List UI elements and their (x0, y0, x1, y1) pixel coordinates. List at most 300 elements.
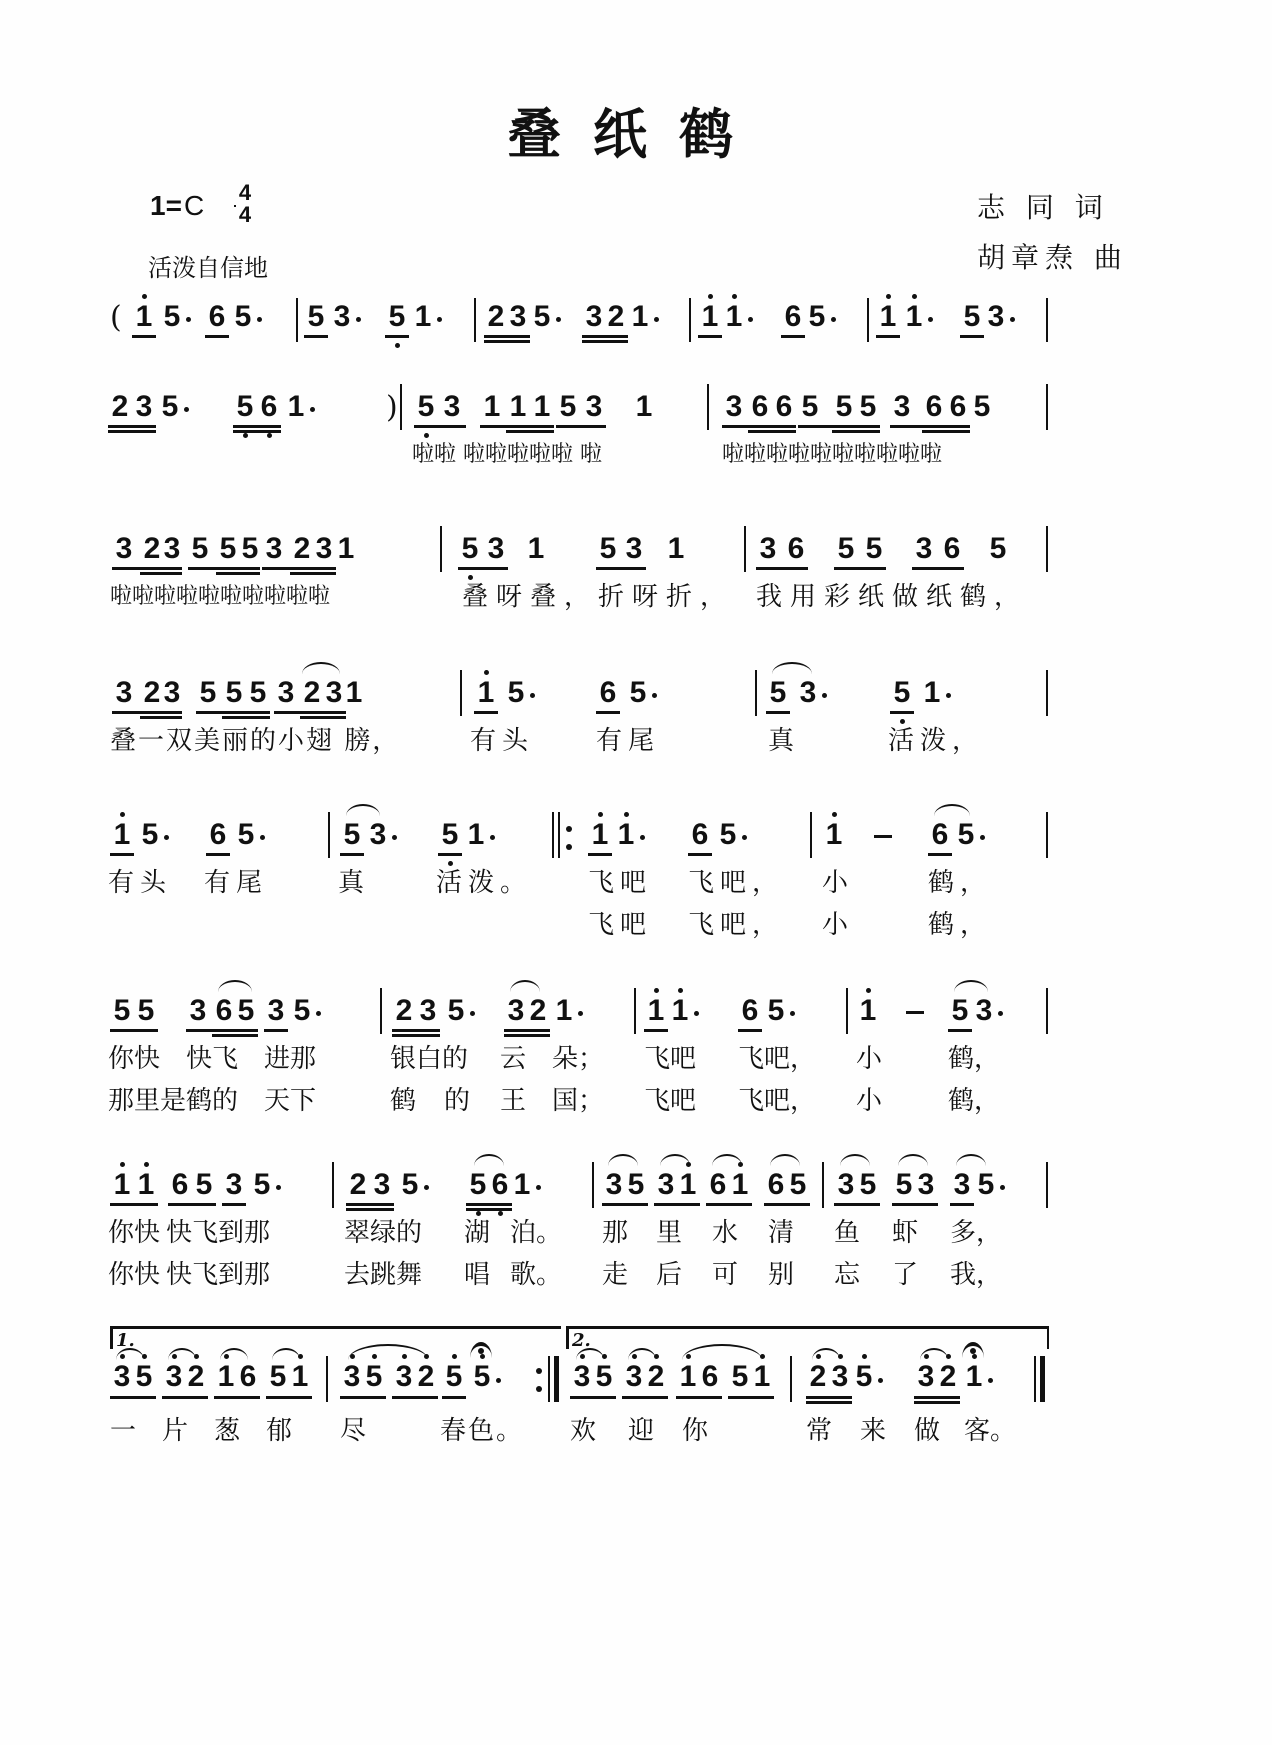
note: 6 (239, 1360, 257, 1393)
lyric-verse-2: 那里是鹤的 (108, 1086, 239, 1116)
note: 5 (385, 300, 409, 334)
note: 1 (287, 390, 305, 423)
barline (380, 988, 382, 1034)
aug-dot (831, 317, 836, 322)
slur (956, 1154, 986, 1166)
note: 5 (132, 1360, 156, 1394)
lyric-verse-1: 云 (500, 1044, 527, 1074)
note: 3 (917, 1168, 935, 1201)
underline (706, 1203, 752, 1206)
note: 3 (487, 532, 505, 565)
underline (168, 1203, 216, 1206)
aug-dot (437, 317, 442, 322)
underline (504, 1034, 550, 1037)
note: 1 (134, 1168, 158, 1202)
barline (1046, 526, 1048, 572)
lyric: 春色。 (440, 1416, 525, 1446)
underline (110, 1029, 158, 1032)
lyric: 葱 (214, 1416, 241, 1446)
barline (1046, 298, 1048, 342)
aug-dot (392, 835, 397, 840)
note: 5 (137, 994, 155, 1027)
note: 5 (362, 1360, 386, 1394)
note: 5 (466, 1168, 490, 1202)
underline (233, 425, 281, 428)
underline (222, 1203, 246, 1206)
note: 1 (750, 1360, 774, 1394)
note: 5 (865, 532, 883, 565)
key-letter: C (183, 190, 205, 221)
note: 1 (614, 818, 638, 852)
aug-dot (276, 1185, 281, 1190)
barline (810, 812, 812, 858)
lyric-line: 叠呀叠，折呀折， (462, 582, 735, 612)
note: 5 (890, 676, 914, 710)
note: 5 (195, 1168, 213, 1201)
underline (212, 1034, 258, 1037)
lyric-verse-2: 歌。 (510, 1260, 563, 1290)
note: 5 (559, 390, 577, 423)
note: 3 (570, 1360, 594, 1394)
note: 6 (709, 1168, 727, 1201)
aug-dot (184, 407, 189, 412)
note: 5 (307, 300, 325, 333)
time-signature (234, 182, 256, 226)
underline (806, 1396, 852, 1399)
underline (266, 1396, 312, 1399)
lyric-verse-1: 湖 (464, 1218, 491, 1248)
note: 6 (767, 1168, 785, 1201)
lyric-verse-1: 泊。 (510, 1218, 563, 1248)
note: 5 (769, 676, 787, 709)
note: 5 (895, 1168, 913, 1201)
underline (950, 1203, 974, 1206)
underline (110, 1396, 156, 1399)
note: 6 (171, 1168, 189, 1201)
repeat-end-barline (554, 1356, 559, 1402)
note: 5 (859, 390, 877, 423)
note: 3 (265, 532, 283, 565)
underline (698, 335, 722, 338)
underline (728, 1396, 774, 1399)
note: 2 (607, 300, 625, 333)
barline (1046, 670, 1048, 716)
note: 3 (392, 1360, 416, 1394)
barline (755, 670, 757, 716)
underline (132, 335, 156, 338)
underline (570, 1396, 616, 1399)
lyric-verse-2: 飞吧 (588, 910, 653, 940)
note: 1 (962, 1360, 986, 1394)
lyric-verse-1: 你快 (108, 1218, 161, 1248)
underline (304, 335, 328, 338)
slur (840, 1154, 870, 1166)
note: 6 (257, 390, 281, 424)
underline (442, 1396, 466, 1399)
note: 1 (110, 818, 134, 852)
underline (458, 567, 508, 570)
lyric-verse-1: 鱼 (834, 1218, 861, 1248)
lyric-verse-2: 鹤， (948, 1086, 1001, 1116)
note: 3 (115, 532, 133, 565)
note: 2 (529, 994, 547, 1027)
note: 3 (725, 390, 743, 423)
note: 5 (438, 818, 462, 852)
barline (460, 670, 462, 716)
note: 1 (676, 1360, 700, 1394)
lyric-line: 我用彩纸做纸鹤， (756, 582, 1029, 612)
barline (326, 1356, 328, 1402)
note: 1 (288, 1360, 312, 1394)
barline (707, 384, 709, 430)
open-paren: ( (110, 300, 122, 335)
lyric-line: 叠一双美丽的小翅 膀， (110, 726, 401, 756)
note: 1 (345, 676, 363, 709)
note: 5 (233, 390, 257, 424)
note: 1 (631, 300, 649, 333)
repeat-start-barline (558, 812, 560, 858)
lyric-verse-2: 可 (712, 1260, 739, 1290)
note: 1 (555, 994, 573, 1027)
lyric-line: 啦啦啦啦啦啦啦啦啦啦 (110, 584, 331, 609)
note: 2 (143, 532, 161, 565)
underline (205, 335, 229, 338)
note: 5 (249, 676, 267, 709)
underline (112, 711, 182, 714)
underline (582, 340, 628, 343)
underline (110, 853, 134, 856)
slur (474, 1154, 504, 1166)
aug-dot (748, 317, 753, 322)
lyric-verse-2: 飞吧， (688, 910, 785, 940)
note: 5 (199, 676, 217, 709)
note: 1 (876, 300, 900, 334)
aug-dot (878, 1378, 883, 1383)
volta-bracket-1 (110, 1326, 561, 1349)
aug-dot (310, 407, 315, 412)
lyric-line: 真 (768, 726, 795, 756)
note: 3 (189, 994, 207, 1027)
repeat-dots (536, 1368, 542, 1392)
underline (781, 335, 805, 338)
note: 5 (789, 1168, 807, 1201)
lyric-verse-1: 鹤， (948, 1044, 1001, 1074)
lyric: 来 (860, 1416, 887, 1446)
aug-dot (822, 693, 827, 698)
lyric-verse-1: 银白的 (390, 1044, 469, 1074)
note: 5 (113, 994, 131, 1027)
note: 3 (163, 676, 181, 709)
lyric-verse-1: 快飞到那 (166, 1218, 271, 1248)
note: 5 (293, 994, 311, 1027)
underline (438, 853, 462, 856)
key-signature (150, 190, 204, 222)
note: 2 (414, 1360, 438, 1394)
note: 5 (767, 994, 785, 1027)
note: 5 (719, 818, 737, 851)
aug-dot (980, 835, 985, 840)
lyric-verse-2: 后 (656, 1260, 683, 1290)
underline (596, 711, 620, 714)
note: 3 (333, 300, 351, 333)
underline (484, 340, 530, 343)
note: 2 (349, 1168, 367, 1201)
underline (556, 425, 606, 428)
underline (798, 425, 880, 428)
note: 3 (605, 1168, 623, 1201)
note: 3 (828, 1360, 852, 1394)
aug-dot (640, 835, 645, 840)
slur (770, 1154, 800, 1166)
lyric: 尽 (340, 1416, 367, 1446)
underline (392, 1029, 440, 1032)
time-divider (234, 205, 236, 207)
note: 5 (141, 818, 159, 851)
note: 5 (219, 532, 237, 565)
note: 5 (852, 1360, 876, 1394)
note: 3 (369, 818, 387, 851)
underline (876, 335, 900, 338)
note: 3 (419, 994, 437, 1027)
lyric-line: 活泼， (888, 726, 985, 756)
lyric-verse-2: 飞吧， (738, 1086, 817, 1116)
aug-dot (694, 1011, 699, 1016)
note: 1 (483, 390, 501, 423)
note: 5 (977, 1168, 995, 1201)
final-barline (1034, 1356, 1036, 1402)
lyric-verse-2: 小 (856, 1086, 883, 1116)
lyric-verse-1: 快飞 (186, 1044, 239, 1074)
underline (766, 711, 790, 714)
underline (602, 1203, 648, 1206)
close-paren: ) (386, 390, 398, 425)
underline (912, 567, 964, 570)
lyric-verse-1: 里 (656, 1218, 683, 1248)
underline (346, 1208, 394, 1211)
note: 1 (474, 676, 498, 710)
lyric-line: 活泼。 (436, 868, 533, 898)
aug-dot (260, 835, 265, 840)
lyric: 做 (914, 1416, 941, 1446)
note: 3 (585, 390, 603, 423)
lyric-verse-1: 小 (856, 1044, 883, 1074)
aug-dot (356, 317, 361, 322)
aug-dot (470, 1011, 475, 1016)
aug-dot (1000, 1185, 1005, 1190)
aug-dot (556, 317, 561, 322)
note: 6 (208, 300, 226, 333)
note: 3 (837, 1168, 855, 1201)
underline (346, 1203, 394, 1206)
underline (890, 711, 914, 714)
lyric-verse-1: 多， (950, 1218, 1003, 1248)
note: 1 (527, 532, 545, 565)
note: 3 (325, 676, 343, 709)
lyric-verse-2: 鹤 (390, 1086, 417, 1116)
note: 5 (629, 676, 647, 709)
note: 3 (163, 532, 181, 565)
lyric-line: 啦啦 啦啦啦啦啦 啦 (412, 442, 602, 467)
note: 5 (835, 390, 853, 423)
aug-dot (490, 835, 495, 840)
note: 5 (414, 390, 438, 424)
note: 3 (135, 390, 153, 423)
note: 5 (161, 390, 179, 423)
barline (822, 1162, 824, 1208)
underline (892, 1203, 938, 1206)
note: 5 (989, 532, 1007, 565)
note: 3 (975, 994, 993, 1027)
slur (772, 662, 812, 674)
underline (834, 567, 886, 570)
note: 1 (902, 300, 926, 334)
note: 1 (635, 390, 653, 423)
underline (722, 425, 796, 428)
underline (392, 1034, 440, 1037)
underline (484, 335, 530, 338)
note: 6 (741, 994, 759, 1027)
lyric-verse-1: 进那 (264, 1044, 317, 1074)
note: 6 (209, 818, 227, 851)
underline (738, 1029, 762, 1032)
lyric-verse-1: 飞吧 (588, 868, 653, 898)
note: 2 (644, 1360, 668, 1394)
note: 6 (599, 676, 617, 709)
aug-dot (257, 317, 262, 322)
note: 3 (443, 390, 461, 423)
key-prefix: 1= (150, 190, 182, 221)
aug-dot (742, 835, 747, 840)
aug-dot (928, 317, 933, 322)
note: 3 (507, 994, 525, 1027)
underline (385, 335, 409, 338)
note: 5 (470, 1360, 494, 1394)
note: 5 (627, 1168, 645, 1201)
lyric: 一 (110, 1416, 137, 1446)
lyric-line: 有头 (470, 726, 535, 756)
lyric-line: 有尾 (596, 726, 661, 756)
lyric-verse-2: 你快 (108, 1260, 161, 1290)
underline (188, 567, 260, 570)
aug-dot (164, 835, 169, 840)
lyric: 客。 (964, 1416, 1017, 1446)
lyric-verse-2: 小 (822, 910, 849, 940)
note: 5 (963, 300, 981, 333)
underline (196, 711, 270, 714)
note: 1 (722, 300, 746, 334)
lyric-verse-2: 忘 (834, 1260, 861, 1290)
underline (233, 430, 281, 433)
note: 1 (337, 532, 355, 565)
underline (214, 1396, 260, 1399)
note: 3 (625, 532, 643, 565)
lyricist-credit: 志 同 词 (977, 191, 1109, 224)
underline (140, 572, 182, 575)
aug-dot (998, 1011, 1003, 1016)
lyric: 郁 (266, 1416, 293, 1446)
aug-dot (654, 317, 659, 322)
lyric-verse-1: 清 (768, 1218, 795, 1248)
note: 1 (698, 300, 722, 334)
aug-dot (790, 1011, 795, 1016)
lyric-verse-1: 飞吧， (738, 1044, 817, 1074)
note: 3 (915, 532, 933, 565)
lyric-verse-2: 唱 (464, 1260, 491, 1290)
lyric: 你 (682, 1416, 709, 1446)
underline (890, 425, 970, 428)
barline (867, 298, 869, 342)
note: 5 (458, 532, 482, 566)
barline (1046, 384, 1048, 430)
underline (756, 567, 808, 570)
barline (332, 1162, 334, 1208)
lyric-verse-1: 飞吧， (688, 868, 785, 898)
aug-dot (316, 1011, 321, 1016)
barline (1046, 988, 1048, 1034)
note: 2 (303, 676, 321, 709)
note: 5 (731, 1360, 749, 1393)
note: 1 (676, 1168, 700, 1202)
underline (948, 1029, 972, 1032)
note: 3 (914, 1360, 938, 1394)
note: 6 (701, 1360, 719, 1393)
song-title: 叠纸鹤 (507, 102, 765, 166)
underline (290, 572, 336, 575)
note: 5 (241, 532, 259, 565)
underline (834, 1203, 880, 1206)
underline (140, 716, 182, 719)
note: 5 (225, 676, 243, 709)
lyric: 迎 (628, 1416, 655, 1446)
slur (302, 662, 340, 674)
note: 5 (801, 390, 819, 423)
lyric-verse-2: 别 (768, 1260, 795, 1290)
lyric-verse-2: 鹤， (928, 910, 993, 940)
lyric-verse-2: 国； (552, 1086, 605, 1116)
barline (689, 298, 691, 342)
note: 1 (668, 994, 692, 1028)
aug-dot (578, 1011, 583, 1016)
underline (340, 853, 364, 856)
note: 2 (395, 994, 413, 1027)
underline (654, 1203, 700, 1206)
note: 1 (667, 532, 685, 565)
barline (400, 384, 402, 430)
note: 2 (184, 1360, 208, 1394)
underline (832, 430, 880, 433)
slur (608, 1154, 638, 1166)
lyric-verse-2: 我， (950, 1260, 1003, 1290)
underline (914, 1396, 960, 1399)
note: 6 (949, 390, 967, 423)
note: 5 (957, 818, 975, 851)
underline (216, 572, 260, 575)
aug-dot (988, 1378, 993, 1383)
lyric-verse-1: 虾 (892, 1218, 919, 1248)
note: 3 (277, 676, 295, 709)
underline (506, 430, 554, 433)
barline (440, 526, 442, 572)
underline (748, 430, 796, 433)
underline (466, 1208, 512, 1211)
repeat-start-barline (552, 812, 554, 858)
note: 3 (162, 1360, 186, 1394)
note: 1 (110, 1168, 134, 1202)
aug-dot (424, 1185, 429, 1190)
note: 3 (622, 1360, 646, 1394)
slur (272, 1348, 300, 1360)
underline (960, 335, 984, 338)
